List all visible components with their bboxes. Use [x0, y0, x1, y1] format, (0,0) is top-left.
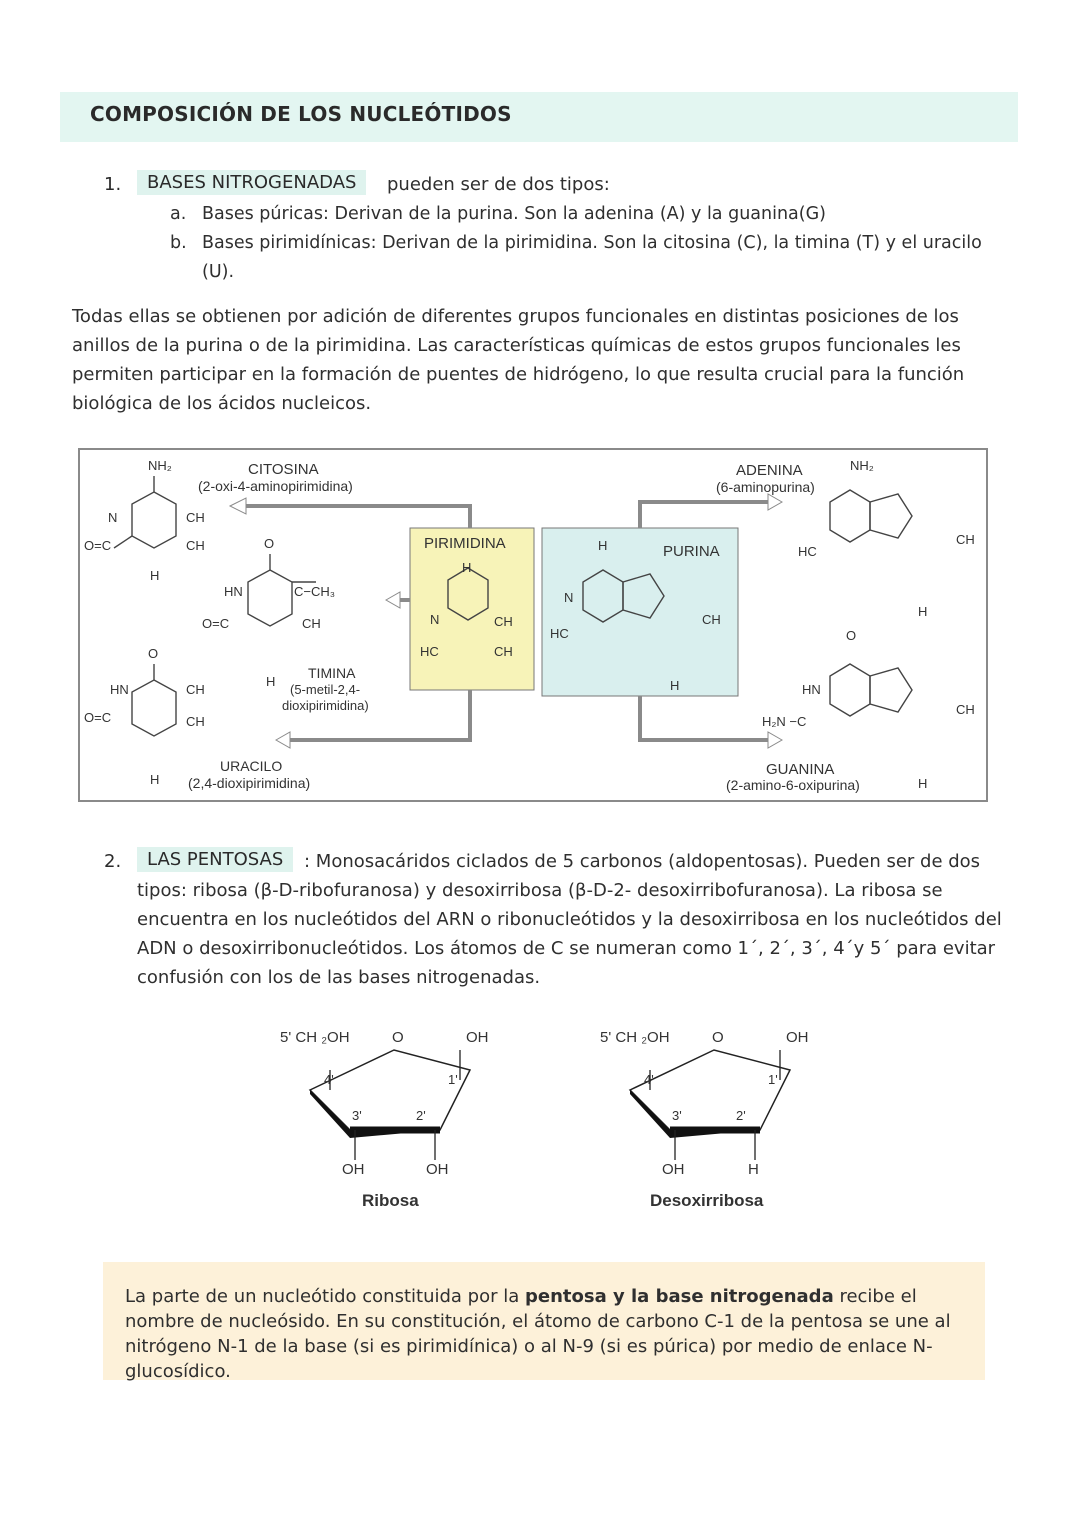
svg-text:H₂N −C: H₂N −C — [762, 714, 807, 729]
svg-text:H: H — [598, 538, 608, 553]
ribosa-c2-label: 2' — [416, 1108, 426, 1123]
citosina-sub-label: (2-oxi-4-aminopirimidina) — [198, 478, 353, 494]
ribosa-label: Ribosa — [362, 1191, 419, 1210]
citosina-label: CITOSINA — [248, 461, 319, 478]
ribose-structure — [280, 1029, 489, 1210]
svg-text:O: O — [264, 536, 275, 551]
section-2-line-4: ADN o desoxirribonucleótidos. Los átomos de C se numeran como 1´, 2´, 3´, 4´y 5´ para evitar — [137, 938, 996, 959]
svg-text:H: H — [918, 776, 928, 791]
paragraph-line: anillos de la purina o de la pirimidina. Las características químicas de estos grupos funcionales les — [72, 335, 961, 356]
desoxirribosa-h2-label: H — [748, 1161, 759, 1178]
ribosa-oh1-label: OH — [466, 1029, 489, 1046]
svg-text:CH: CH — [956, 702, 975, 717]
body-paragraph — [72, 302, 1012, 418]
pyrimidine-box — [410, 528, 534, 690]
section-2-line-1: : Monosacáridos ciclados de 5 carbonos (aldopentosas). Pueden ser de dos — [304, 851, 981, 872]
adenina-sub-label: (6-aminopurina) — [716, 479, 815, 495]
svg-text:H: H — [150, 568, 160, 583]
svg-text:CH: CH — [956, 532, 975, 547]
page-title: COMPOSICIÓN DE LOS NUCLEÓTIDOS — [90, 102, 512, 126]
ribosa-o-label: O — [392, 1029, 404, 1046]
ribosa-c5-label: 5' CH ₂OH — [280, 1029, 350, 1046]
paragraph-line: permiten participar en la formación de puentes de hidrógeno, lo que resulta crucial para la función — [72, 364, 965, 385]
note-text-2: recibe el nombre de nucleósido. En su constitución, el átomo de carbono C-1 de la pentosa se une al nitrógeno N-1 de la base (si es pirimidínica) o al N-9 (si es púrica) por medio de enlace N-glucosídico. — [125, 1286, 951, 1382]
svg-text:HN: HN — [224, 584, 243, 599]
svg-text:H: H — [150, 772, 160, 787]
svg-text:HC: HC — [798, 544, 817, 559]
paragraph-line: Todas ellas se obtienen por adición de diferentes grupos funcionales en distintas posiciones de los — [72, 306, 959, 327]
timina-sub-label-1: (5-metil-2,4- — [290, 682, 361, 697]
svg-text:O: O — [148, 646, 159, 661]
ribosa-c3-label: 3' — [352, 1108, 362, 1123]
adenina-label: ADENINA — [736, 462, 803, 479]
svg-text:O=C: O=C — [84, 710, 112, 725]
section-2-heading-text: LAS PENTOSAS — [137, 847, 293, 872]
desoxirribosa-label: Desoxirribosa — [650, 1191, 764, 1210]
svg-text:CH: CH — [702, 612, 721, 627]
nucleoside-note — [103, 1262, 985, 1380]
svg-text:C−CH₃: C−CH₃ — [294, 584, 336, 599]
section-1-intro: pueden ser de dos tipos: — [387, 174, 610, 195]
ribosa-c4-label: 4' — [324, 1072, 334, 1087]
svg-text:O=C: O=C — [202, 616, 230, 631]
item-b-marker: b. — [170, 233, 187, 253]
uracilo-sub-label: (2,4-dioxipirimidina) — [188, 775, 311, 791]
svg-text:N: N — [430, 612, 440, 627]
svg-text:HN: HN — [110, 682, 129, 697]
svg-text:NH₂: NH₂ — [148, 458, 172, 473]
svg-text:CH: CH — [186, 510, 205, 525]
purina-label: PURINA — [663, 543, 720, 560]
note-text-1: La parte de un nucleótido constituida por la — [125, 1286, 525, 1307]
ribosa-oh3-label: OH — [342, 1161, 365, 1178]
section-2-line-2: tipos: ribosa (β-D-ribofuranosa) y desoxirribosa (β-D-2- desoxirribofuranosa). La ribosa se — [137, 880, 943, 901]
item-b-text-line2: (U). — [202, 262, 235, 282]
svg-text:H: H — [462, 560, 472, 575]
svg-text:CH: CH — [302, 616, 321, 631]
paragraph-line: biológica de los ácidos nucleicos. — [72, 393, 372, 414]
desoxirribosa-c4-label: 4' — [644, 1072, 654, 1087]
item-b-text-line1: Bases pirimidínicas: Derivan de la pirimidina. Son la citosina (C), la timina (T) y el uracilo — [202, 233, 982, 253]
desoxirribosa-o-label: O — [712, 1029, 724, 1046]
timina-label: TIMINA — [308, 665, 356, 681]
desoxirribosa-c2-label: 2' — [736, 1108, 746, 1123]
svg-text:O=C: O=C — [84, 538, 112, 553]
section-1-heading-text: BASES NITROGENADAS — [137, 170, 366, 195]
svg-text:CH: CH — [494, 644, 513, 659]
svg-text:N: N — [564, 590, 574, 605]
pirimidina-label: PIRIMIDINA — [424, 535, 506, 552]
desoxirribosa-oh3-label: OH — [662, 1161, 685, 1178]
section-1-heading — [137, 172, 366, 193]
desoxirribosa-oh1-label: OH — [786, 1029, 809, 1046]
svg-text:HN: HN — [802, 682, 821, 697]
svg-text:CH: CH — [494, 614, 513, 629]
svg-text:HC: HC — [550, 626, 569, 641]
desoxirribosa-c3-label: 3' — [672, 1108, 682, 1123]
svg-text:CH: CH — [186, 538, 205, 553]
item-a-text: Bases púricas: Derivan de la purina. Son la adenina (A) y la guanina(G) — [202, 204, 827, 224]
svg-text:HC: HC — [420, 644, 439, 659]
svg-text:CH: CH — [186, 682, 205, 697]
svg-text:H: H — [918, 604, 928, 619]
svg-text:H: H — [670, 678, 680, 693]
section-2-line-3: encuentra en los nucleótidos del ARN o ribonucleótidos y la desoxirribosa en los nucleótidos del — [137, 909, 1002, 930]
svg-text:H: H — [266, 674, 276, 689]
section-2-number: 2. — [104, 851, 122, 872]
bases-figure — [80, 450, 986, 800]
ribosa-oh2-label: OH — [426, 1161, 449, 1178]
svg-text:O: O — [846, 628, 857, 643]
deoxyribose-structure — [600, 1029, 809, 1210]
desoxirribosa-c1-label: 1' — [768, 1072, 778, 1087]
timina-sub-label-2: dioxipirimidina) — [282, 698, 369, 713]
section-2-heading — [137, 849, 293, 870]
desoxirribosa-c5-label: 5' CH ₂OH — [600, 1029, 670, 1046]
section-2-line-5: confusión con los de las bases nitrogenadas. — [137, 967, 541, 988]
pentoses-figure — [270, 1020, 830, 1220]
uracilo-label: URACILO — [220, 758, 283, 774]
section-1-number: 1. — [104, 174, 122, 195]
svg-text:NH₂: NH₂ — [850, 458, 874, 473]
guanina-sub-label: (2-amino-6-oxipurina) — [726, 777, 860, 793]
ribosa-c1-label: 1' — [448, 1072, 458, 1087]
svg-text:CH: CH — [186, 714, 205, 729]
guanina-label: GUANINA — [766, 761, 835, 778]
note-bold: pentosa y la base nitrogenada — [524, 1286, 834, 1307]
item-a-marker: a. — [170, 204, 187, 224]
svg-text:N: N — [108, 510, 118, 525]
